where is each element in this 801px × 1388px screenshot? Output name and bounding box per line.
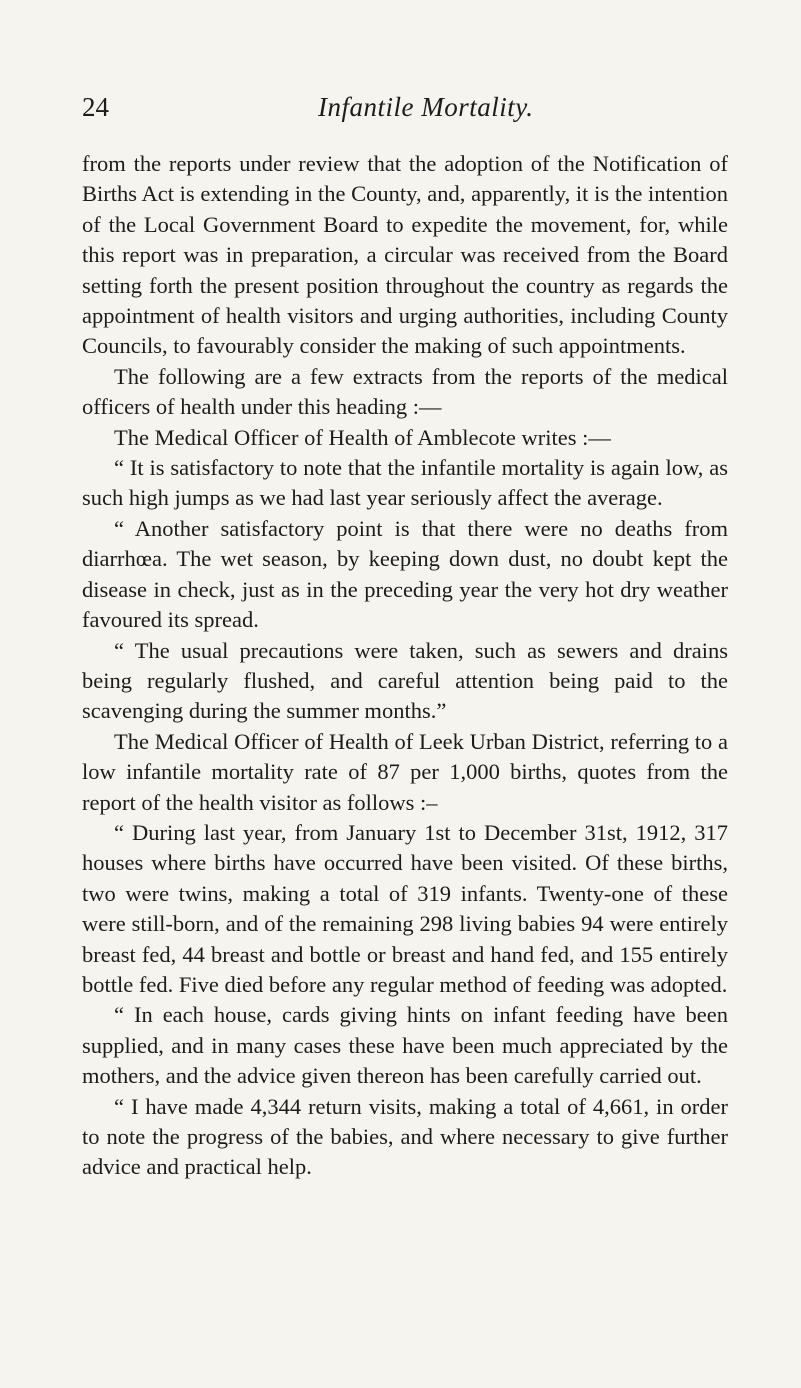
running-title: Infantile Mortality.	[318, 92, 534, 122]
paragraph: The Medical Officer of Health of Amblecote writes :—	[114, 424, 611, 450]
paragraph: “ During last year, from January 1st to December 31st, 1912, 317 houses where births have occurred have been visited. Of these births, two were twins, making a total of 319 infants. Twenty-one of these were still-born, and of the remaining 298 living babies 94 were entirely breast fed, 44 breast and bottle or breast and hand fed, and 155 entirely bottle fed. Five died before any regular method of feeding was adopted.	[82, 819, 728, 997]
paragraph: “ The usual precautions were taken, such as sewers and drains being regularly flushed, and careful attention being paid to the scavenging during the summer months.”	[82, 637, 728, 724]
paragraph: from the reports under review that the adoption of the Notification of Births Act is extending in the County, and, apparently, it is the intention of the Local Government Board to expedite the movement, for, while this report was in preparation, a circular was received from the Board setting forth the present position throughout the country as regards the appointment of health visitors and urging authorities, including County Councils, to favourably consider the making of such appointments.	[82, 151, 728, 359]
page-number: 24	[82, 92, 109, 122]
paragraph: “ It is satisfactory to note that the infantile mortality is again low, as such high jumps as we had last year seriously affect the average.	[82, 455, 728, 511]
paragraph: “ I have made 4,344 return visits, making a total of 4,661, in order to note the progress of the babies, and where necessary to give further advice and practical help.	[82, 1093, 728, 1180]
paragraph: The following are a few extracts from the reports of the medical officers of health under this heading :—	[82, 363, 728, 420]
body-text	[82, 149, 728, 1183]
paragraph: “ In each house, cards giving hints on infant feeding have been supplied, and in many cases these have been much appreciated by the mothers, and the advice given thereon has been carefully carried out.	[82, 1002, 728, 1089]
page-header	[82, 92, 722, 132]
paragraph: “ Another satisfactory point is that there were no deaths from diarrhœa. The wet season, by keeping down dust, no doubt kept the disease in check, just as in the preceding year the very hot dry weather favoured its spread.	[82, 515, 728, 633]
paragraph: The Medical Officer of Health of Leek Urban District, referring to a low infantile mortality rate of 87 per 1,000 births, quotes from the report of the health visitor as follows :–	[82, 728, 728, 815]
